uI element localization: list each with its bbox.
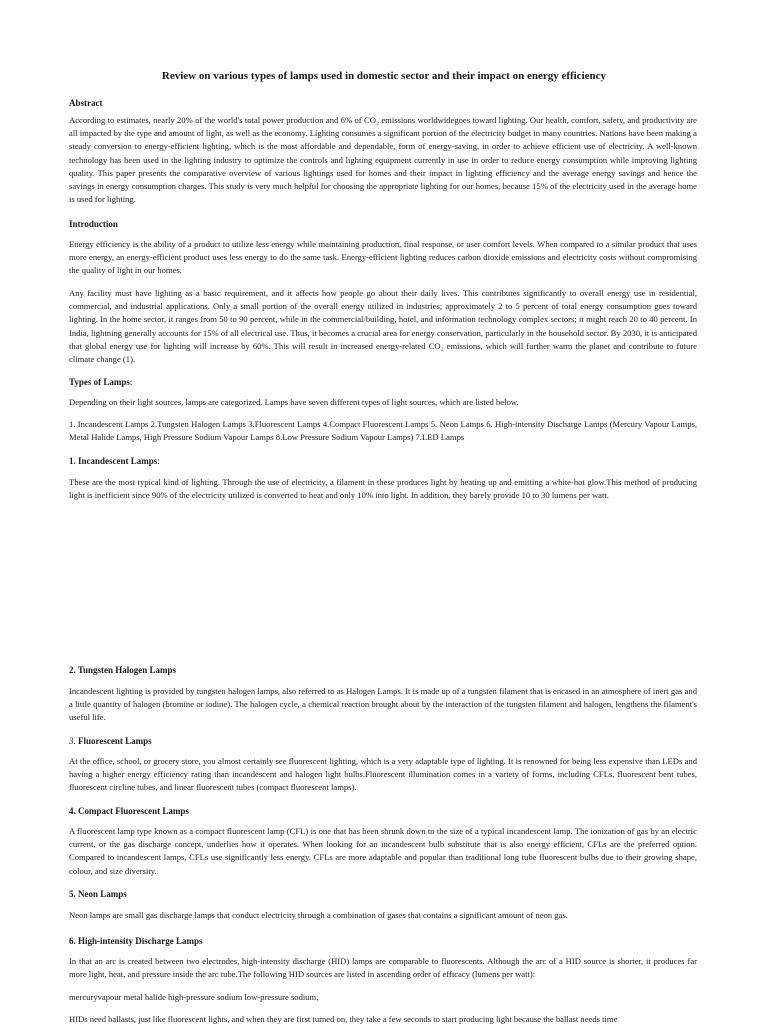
hid-paragraph-3: HIDs need ballasts, just like fluorescent lights, and when they are first turned on, they take a few seconds to start producing light because the ballast needs time	[69, 1014, 618, 1024]
section-heading-neon: 5. Neon Lamps	[69, 889, 127, 899]
introduction-paragraph-2: Any facility must have lighting as a basic requirement, and it affects how people go about their daily lives. This contributes significantly to overall energy use in residential, commercial, and industrial applications. Only a small portion of the overall energy utilized in industries; approximately 2 to 5 percent of total energy consumption goes toward lighting. In the home sector, it ranges from 50 to 90 percent, while in the commercial/building, hotel, and information technology complex sectors; it might reach 20 to 40 percent. In India, lightning generally accounts for 15% of all electrical use. Thus, it becomes a crucial area for energy conservation, particularly in the household sector. By 2030, it is anticipated that global energy use for lighting will increase by 60%. This will result in increased energy-related CO₂ emissions, which will further warm the planet and contribute to future climate change (1).	[69, 288, 697, 365]
section-heading-introduction: Introduction	[69, 219, 118, 229]
introduction-paragraph-1: Energy efficiency is the ability of a product to utilize less energy while maintaining production, final response, or user comfort levels. When compared to a similar product that uses more energy, an energy-efficient product uses less energy to do the same task. Energy-efficient lighting reduces carbon dioxide emissions and electricity costs without compromising the quality of light in our homes.	[69, 239, 697, 276]
types-paragraph-1: Depending on their light sources, lamps are categorized. Lamps have seven different types of light sources, which are listed below.	[69, 397, 519, 407]
compact-fluorescent-paragraph: A fluorescent lamp type known as a compact fluorescent lamp (CFL) is one that has been shrunk down to the size of a typical incandescent lamp. The ionization of gas by an electric current, or the gas discharge concept, underlies how it operates. When looking for an incandescent bulb substitute that is also energy efficient, CFLs are the preferred option. Compared to incandescent lamps, CFLs use significantly less energy. CFLs are more adaptable and popular than traditional long tube fluorescent bulbs due to their growing shape, colour, and size diversity.	[69, 826, 697, 876]
section-heading-types-of-lamps: Types of Lamps:	[69, 377, 133, 387]
hid-paragraph-1: In that an arc is created between two electrodes, high-intensity discharge (HID) lamps are comparable to fluorescents. Although the arc of a HID source is shorter, it produces far more light, heat, and pressure inside the arc tube.The following HID sources are listed in ascending order of efficacy (lumens per watt):	[69, 956, 697, 980]
hid-paragraph-2: mercuryvapour metal halide high-pressure sodium low-pressure sodium,	[69, 992, 319, 1002]
neon-paragraph: Neon lamps are small gas discharge lamps that conduct electricity through a combination of gases that contains a significant amount of neon gas.	[69, 910, 568, 920]
abstract-paragraph: According to estimates, nearly 20% of the world's total power production and 6% of CO₂ emissions worldwidegoes toward lighting. Our health, comfort, safety, and productivity are all impacted by the type and amount of light, as well as the economy. Lighting consumes a significant portion of the electricity budget in many countries. Nations have been making a steady conversion to energy-efficient lighting, which is the most affordable and dependable, form of energy-saving, in order to achieve efficient use of electricity. A well-known technology has been used in the lighting industry to optimize the controls and lighting equipment currently in use in order to reduce energy consumption while improving lighting quality. This paper presents the comparative overview of various lightings used for homes and their impact in lighting efficiency and the average energy savings and hence the savings in energy consumption charges. This study is very much helpful for choosing the appropriate lighting for our homes, because 15% of the electricity used in the average home is used for lighting.	[69, 115, 697, 205]
tungsten-halogen-paragraph: Incandescent lighting is provided by tungsten halogen lamps, also referred to as Halogen Lamps. It is made up of a tungsten filament that is encased in an atmosphere of inert gas and a little quantity of halogen (bromine or iodine). The halogen cycle, a chemical reaction brought about by the interaction of the tungsten filament and halogen, lengthens the filament's useful life.	[69, 686, 697, 723]
incandescent-paragraph: These are the most typical kind of lighting. Through the use of electricity, a filament in these produces light by heating up and emitting a white-hot glow.This method of producing light is inefficient since 90% of the electricity utilized is converted to heat and only 10% into light. In addition, they barely provide 10 to 30 lumens per watt.	[69, 477, 697, 501]
types-list-paragraph: 1. Incandescent Lamps 2.Tungsten Halogen Lamps 3.Fluorescent Lamps 4.Compact Fluorescent Lamps 5. Neon Lamps 6. High-intensity Discharge Lamps (Mercury Vapour Lamps, Metal Halide Lamps, High Pressure Sodium Vapour Lamps 8.Low Pressure Sodium Vapour Lamps) 7.LED Lamps	[69, 419, 697, 443]
section-heading-fluorescent: 3. Fluorescent Lamps	[69, 736, 152, 746]
section-heading-compact-fluorescent: 4. Compact Fluorescent Lamps	[69, 806, 189, 816]
fluorescent-paragraph: At the office, school, or grocery store, you almost certainly see fluorescent lighting, which is a very adaptable type of lighting. It is renowned for being less expensive than LEDs and having a higher energy efficiency rating than incandescent and halogen light bulbs.Fluorescent illumination comes in a variety of forms, including CFLs, fluorescent bent tubes, fluorescent circline tubes, and linear fluorescent tubes (compact fluorescent lamps).	[69, 756, 697, 793]
paper-title: Review on various types of lamps used in domestic sector and their impact on energy efficiency	[161, 70, 607, 82]
section-heading-abstract: Abstract	[69, 98, 103, 108]
section-heading-hid: 6. High-intensity Discharge Lamps	[69, 936, 203, 946]
section-heading-incandescent: 1. Incandescent Lamps:	[69, 456, 160, 466]
section-heading-tungsten-halogen: 2. Tungsten Halogen Lamps	[69, 665, 177, 675]
